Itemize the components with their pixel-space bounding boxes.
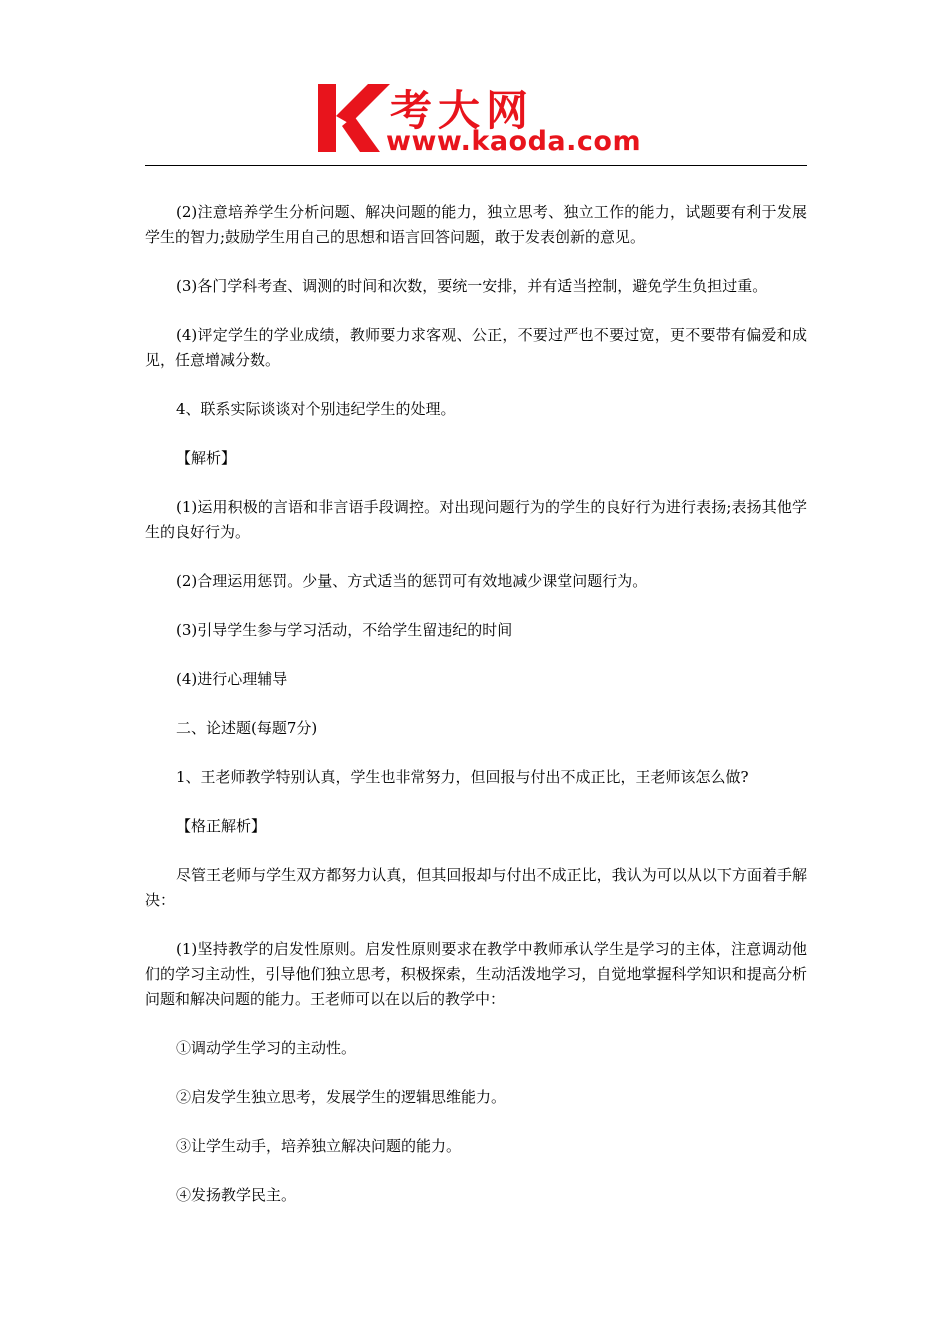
list-item: ④发扬教学民主。 (176, 1186, 297, 1204)
paragraph: (2)合理运用惩罚。少量、方式适当的惩罚可有效地减少课堂问题行为。 (176, 572, 648, 590)
analysis-label: 【解析】 (176, 449, 237, 467)
header-divider (145, 165, 807, 166)
analysis-label: 【格正解析】 (176, 817, 267, 835)
section-heading: 二、论述题(每题7分) (176, 719, 318, 737)
list-item: ③让学生动手，培养独立解决问题的能力。 (176, 1137, 462, 1155)
question-heading: 4、联系实际谈谈对个别违纪学生的处理。 (176, 400, 456, 418)
paragraph: (1)运用积极的言语和非言语手段调控。对出现问题行为的学生的良好行为进行表扬;表扬其他学生的良好行为。 (145, 498, 807, 541)
paragraph: (2)注意培养学生分析问题、解决问题的能力，独立思考、独立工作的能力，试题要有利于发展学生的智力;鼓励学生用自己的思想和语言回答问题，敢于发表创新的意见。 (145, 203, 807, 246)
paragraph: (3)引导学生参与学习活动，不给学生留违纪的时间 (176, 621, 513, 639)
paragraph: (3)各门学科考查、调测的时间和次数，要统一安排，并有适当控制，避免学生负担过重。 (176, 277, 768, 295)
kaoda-k-logo-icon (318, 82, 392, 154)
document-body (145, 200, 807, 1232)
paragraph: (1)坚持教学的启发性原则。启发性原则要求在教学中教师承认学生是学习的主体，注意调动他们的学习主动性，引导他们独立思考，积极探索，生动活泼地学习，自觉地掌握科学知识和提高分析问题和解决问题的能力。王老师可以在以后的教学中： (145, 940, 807, 1008)
paragraph: (4)进行心理辅导 (176, 670, 288, 688)
question-heading: 1、王老师教学特别认真，学生也非常努力，但回报与付出不成正比，王老师该怎么做? (176, 768, 749, 786)
paragraph: (4)评定学生的学业成绩，教师要力求客观、公正，不要过严也不要过宽，更不要带有偏爱和成见，任意增减分数。 (145, 326, 807, 369)
list-item: ②启发学生独立思考，发展学生的逻辑思维能力。 (176, 1088, 507, 1106)
kaoda-logo (318, 80, 640, 158)
paragraph: 尽管王老师与学生双方都努力认真，但其回报却与付出不成正比，我认为可以从以下方面着手解决： (145, 866, 807, 909)
logo-url: www.kaoda.com (386, 126, 642, 157)
logo-title: 考大网 (390, 86, 535, 135)
list-item: ①调动学生学习的主动性。 (176, 1039, 357, 1057)
